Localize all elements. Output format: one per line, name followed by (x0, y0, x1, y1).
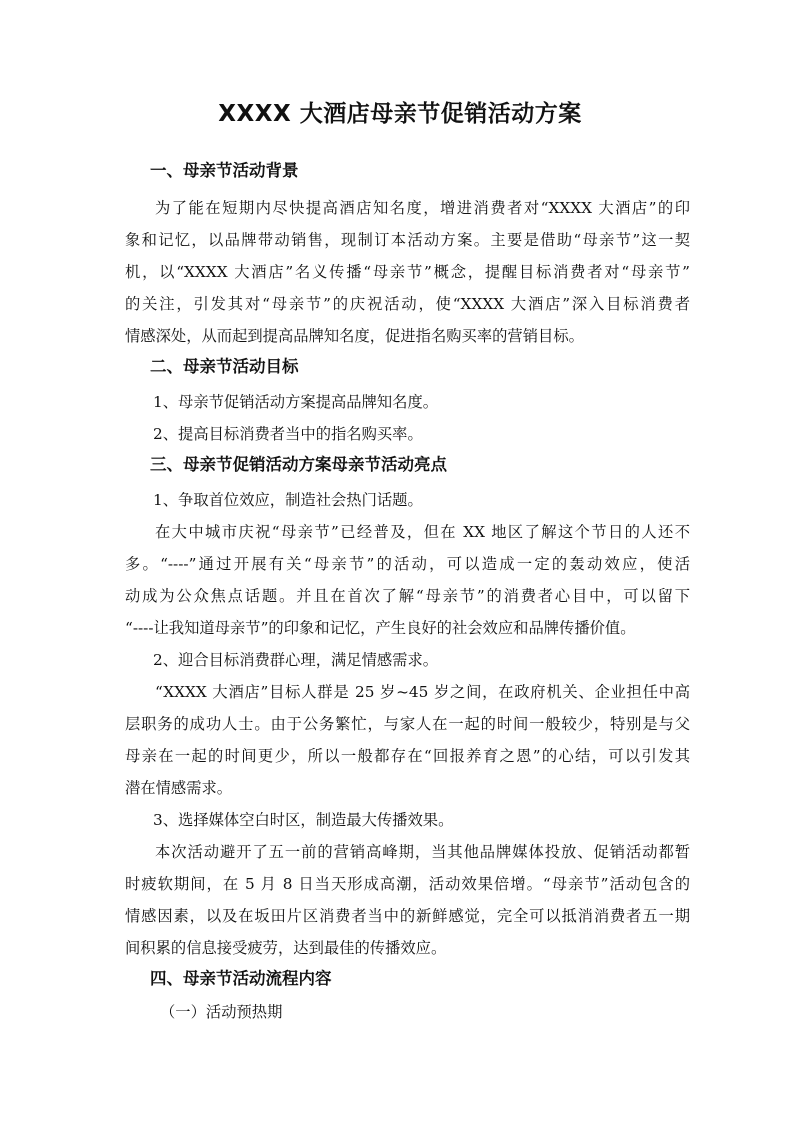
goal-item: 2、提高目标消费者当中的指名购买率。 (153, 425, 423, 443)
subsection-title: （一）活动预热期 (160, 1003, 283, 1021)
paragraph-line: “----让我知道母亲节”的印象和记忆，产生良好的社会效应和品牌传播价值。 (125, 619, 636, 637)
paragraph-line: 情感深处，从而起到提高品牌知名度，促进指名购买率的营销目标。 (125, 327, 584, 345)
section-heading-highlights: 三、母亲节促销活动方案母亲节活动亮点 (150, 455, 447, 474)
section-heading-goals: 二、母亲节活动目标 (150, 357, 299, 376)
paragraph-line: 的关注，引发其对“母亲节”的庆祝活动，使“XXXX 大酒店”深入目标消费者 (125, 295, 690, 313)
paragraph-line: 本次活动避开了五一前的营销高峰期，当其他品牌媒体投放、促销活动都暂 (155, 843, 690, 861)
paragraph-line: 在大中城市庆祝“母亲节”已经普及，但在 XX 地区了解这个节日的人还不 (155, 523, 690, 541)
paragraph-line: 层职务的成功人士。由于公务繁忙，与家人在一起的时间一般较少，特别是与父 (125, 715, 690, 733)
paragraph-line: 象和记忆，以品牌带动销售，现制订本活动方案。主要是借助“母亲节”这一契 (125, 231, 690, 249)
paragraph-line: 机，以“XXXX 大酒店”名义传播“母亲节”概念，提醒目标消费者对“母亲节” (125, 263, 690, 281)
paragraph-line: 间积累的信息接受疲劳，达到最佳的传播效应。 (125, 939, 447, 957)
section-heading-background: 一、母亲节活动背景 (150, 161, 299, 180)
section-heading-process: 四、母亲节活动流程内容 (150, 969, 332, 988)
paragraph-line: 时疲软期间，在 5 月 8 日当天形成高潮，活动效果倍增。“母亲节”活动包含的 (125, 875, 690, 893)
goal-item: 1、母亲节促销活动方案提高品牌知名度。 (153, 393, 439, 411)
highlight-point: 3、选择媒体空白时区，制造最大传播效果。 (153, 811, 454, 829)
paragraph-line: 动成为公众焦点话题。并且在首次了解“母亲节”的消费者心目中，可以留下 (125, 587, 690, 605)
paragraph-line: 多。“----”通过开展有关“母亲节”的活动，可以造成一定的轰动效应，使活 (125, 555, 690, 573)
paragraph-line: “XXXX 大酒店”目标人群是 25 岁~45 岁之间，在政府机关、企业担任中高 (155, 683, 690, 701)
paragraph-line: 潜在情感需求。 (125, 779, 233, 797)
paragraph-line: 母亲在一起的时间更少，所以一般都存在“回报养育之恩”的心结，可以引发其 (125, 747, 690, 765)
highlight-point: 1、争取首位效应，制造社会热门话题。 (153, 491, 423, 509)
highlight-point: 2、迎合目标消费群心理，满足情感需求。 (153, 651, 439, 669)
paragraph-line: 情感因素，以及在坂田片区消费者当中的新鲜感觉，完全可以抵消消费者五一期 (125, 907, 690, 925)
paragraph-line: 为了能在短期内尽快提高酒店知名度，增进消费者对“XXXX 大酒店”的印 (155, 199, 690, 217)
document-title: XXXX 大酒店母亲节促销活动方案 (218, 101, 582, 127)
